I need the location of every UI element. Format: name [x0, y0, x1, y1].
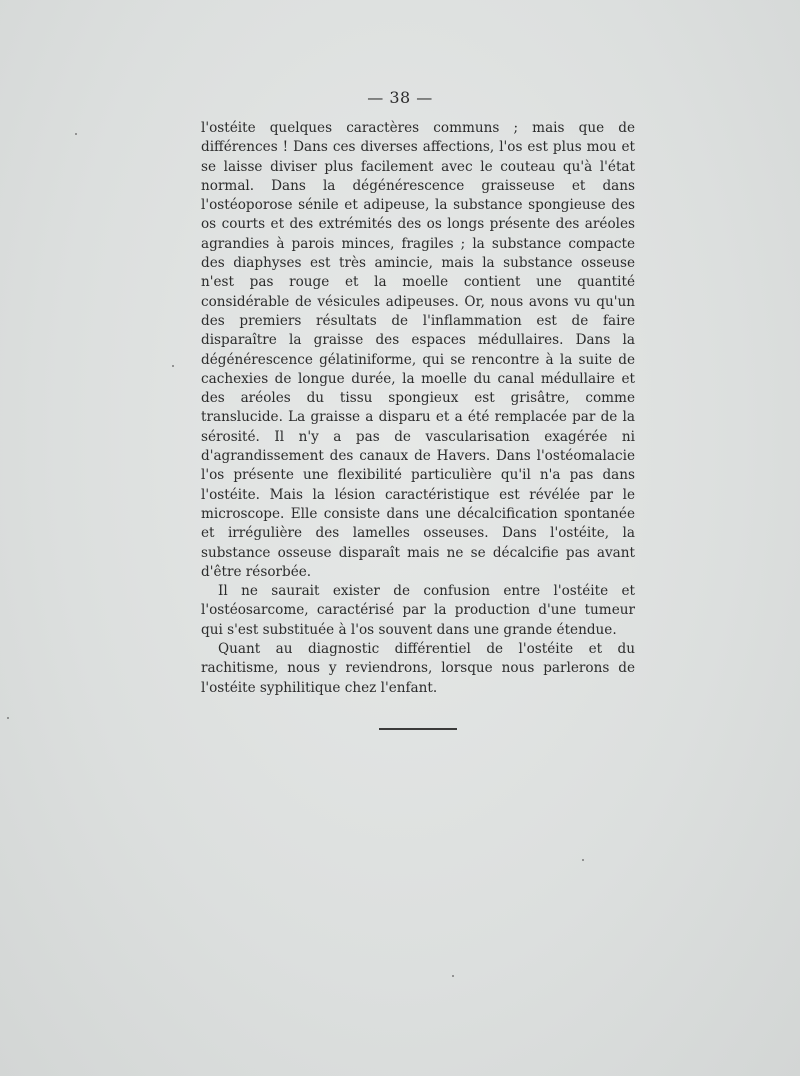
paper-speck	[582, 859, 584, 861]
page-number: — 38 —	[367, 88, 433, 107]
paper-speck	[172, 365, 174, 367]
paper-speck	[75, 133, 77, 135]
paragraph-rachitisme: Quant au diagnostic différentiel de l'ostéite et du rachitisme, nous y reviendrons, lorsque nous parlerons de l'ostéite syphilitique chez l'enfant.	[201, 641, 635, 696]
paragraph-differential-lesions: l'ostéite quelques caractères communs ; mais que de différences ! Dans ces diverses affections, l'os est plus mou et se laisse diviser plus facilement avec le couteau qu'à l'état normal. Dans la dégénérescence graisseuse et dans l'ostéoporose sénile et adipeuse, la substance spongieuse des os courts et des extrémités des os longs présente des aréoles agrandies à parois minces, fragiles ; la substance compacte des diaphyses est très amincie, mais la substance osseuse n'est pas rouge et la moelle contient une quantité considérable de vésicules adipeuses. Or, nous avons vu qu'un des premiers résultats de l'inflammation est de faire disparaître la graisse des espaces médullaires. Dans la dégénérescence gélatiniforme, qui se rencontre à la suite de cachexies de longue durée, la moelle du canal médullaire et des aréoles du tissu spongieux est grisâtre, comme translucide. La graisse a disparu et a été remplacée par de la sérosité. Il n'y a pas de vascularisation exagérée ni d'agrandissement des canaux de Havers. Dans l'ostéomalacie l'os présente une flexibilité particulière qu'il n'a pas dans l'ostéite. Mais la lésion caractéristique est révélée par le microscope. Elle consiste dans une décalcification spontanée et irrégulière des lamelles osseuses. Dans l'ostéite, la substance osseuse disparaît mais ne se décalcifie pas avant d'être résorbée.	[201, 120, 635, 580]
paragraph-osteosarcoma: Il ne saurait exister de confusion entre l'ostéite et l'ostéosarcome, caractérisé par la production d'une tumeur qui s'est substituée à l'os souvent dans une grande étendue.	[201, 583, 635, 638]
paper-speck	[7, 717, 9, 719]
end-rule	[379, 728, 457, 730]
paper-speck	[452, 975, 454, 977]
body-text	[201, 119, 635, 698]
